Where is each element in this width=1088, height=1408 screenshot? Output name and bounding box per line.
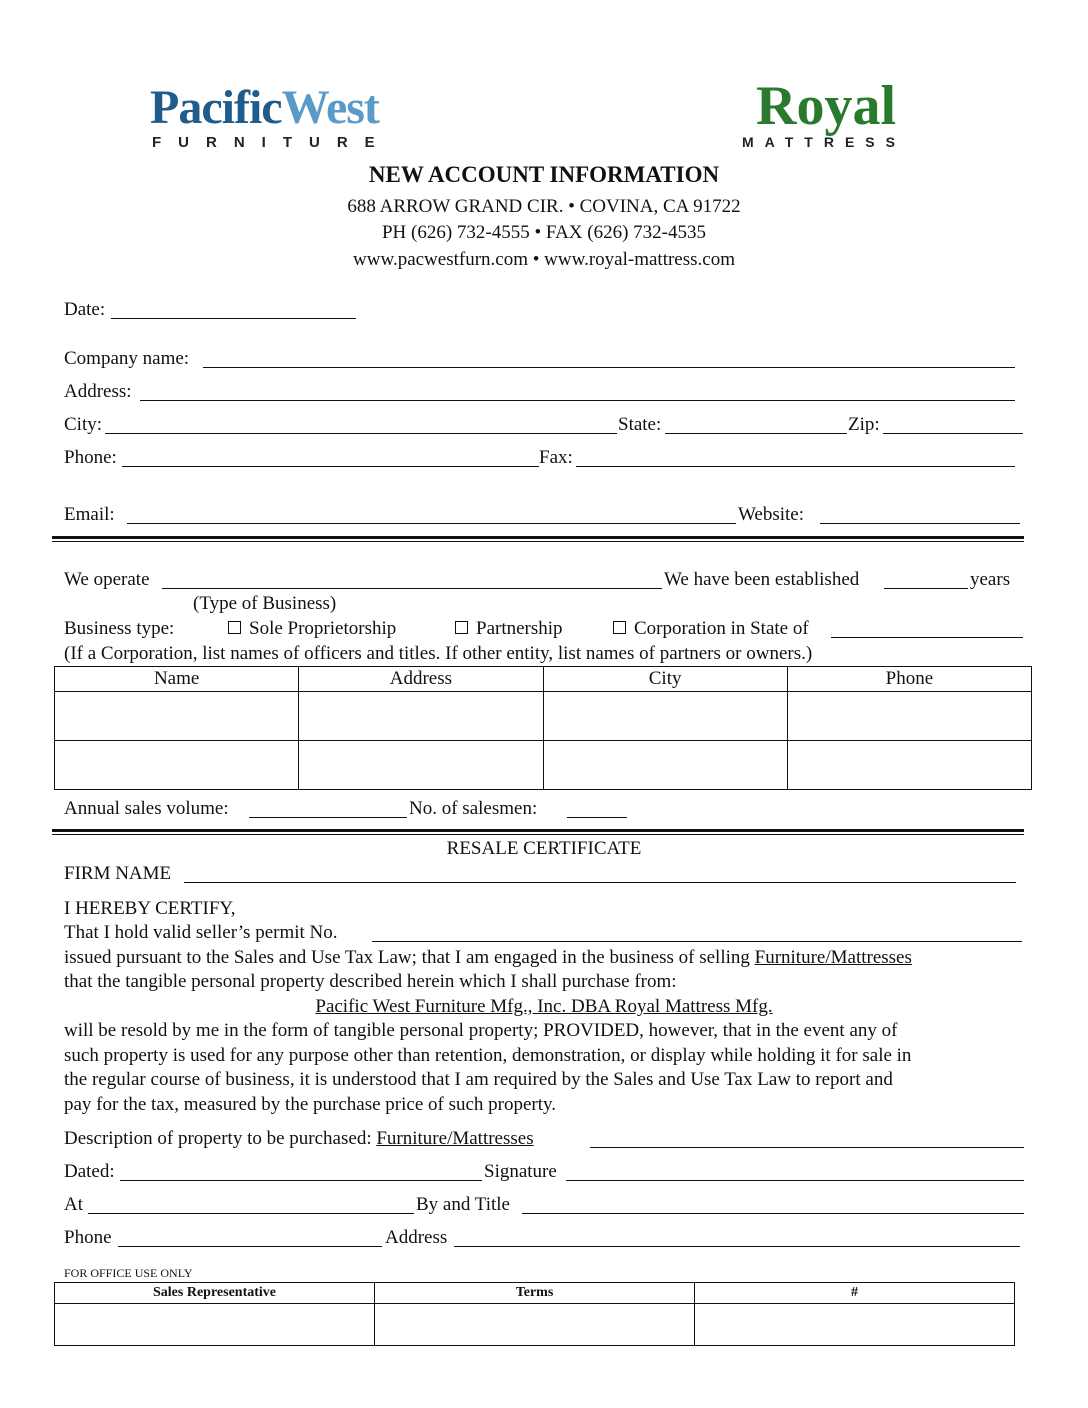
description-row: [64, 1128, 534, 1150]
logo-furniture-word: FURNITURE: [152, 134, 392, 151]
table-cell[interactable]: [55, 741, 299, 790]
officers-col-phone: Phone: [787, 667, 1031, 692]
pacific-west-logo: [150, 81, 392, 151]
officers-col-name: Name: [55, 667, 299, 692]
at-field[interactable]: [88, 1213, 414, 1214]
officers-col-city: City: [543, 667, 787, 692]
description-value: Furniture/Mattresses: [376, 1128, 534, 1149]
table-cell[interactable]: [375, 1304, 695, 1346]
resale-address-field[interactable]: [454, 1246, 1020, 1247]
permit-label: That I hold valid seller’s permit No.: [64, 922, 338, 943]
tangible-text: that the tangible personal property described herein which I shall purchase from:: [64, 971, 677, 992]
office-table-header: [55, 1283, 1015, 1304]
dated-field[interactable]: [120, 1180, 482, 1181]
years-established-field[interactable]: [884, 588, 968, 589]
vendor-name: Pacific West Furniture Mfg., Inc. DBA Royal Mattress Mfg.: [315, 996, 773, 1017]
section-divider: [52, 536, 1024, 542]
table-cell[interactable]: [55, 1304, 375, 1346]
company-phone-fax: PH (626) 732-4555 • FAX (626) 732-4535: [381, 222, 706, 243]
signature-field[interactable]: [566, 1180, 1024, 1181]
table-row: [55, 1304, 1015, 1346]
table-row: [55, 741, 1032, 790]
certify-heading: I HEREBY CERTIFY,: [64, 898, 236, 919]
company-name-field[interactable]: [203, 367, 1015, 368]
date-label: Date:: [64, 299, 106, 320]
issued-text: [64, 947, 912, 969]
fax-label: Fax:: [539, 447, 573, 468]
issued-text-main: issued pursuant to the Sales and Use Tax Law; that I am engaged in the business of selling: [64, 947, 755, 968]
dated-label: Dated:: [64, 1161, 115, 1182]
office-col-terms: Terms: [375, 1283, 695, 1304]
email-label: Email:: [64, 504, 115, 525]
company-name-label: Company name:: [64, 348, 190, 369]
officers-table: [54, 666, 1032, 790]
section-divider: [52, 829, 1024, 835]
by-title-label: By and Title: [416, 1194, 510, 1215]
table-cell[interactable]: [299, 692, 543, 741]
resale-certificate-title: RESALE CERTIFICATE: [446, 838, 642, 859]
issued-text-goods: Furniture/Mattresses: [754, 947, 912, 968]
sole-proprietorship-label: Sole Proprietorship: [249, 618, 397, 639]
table-cell[interactable]: [299, 741, 543, 790]
city-field[interactable]: [105, 433, 617, 434]
description-label: Description of property to be purchased:: [64, 1128, 377, 1149]
we-operate-label: We operate: [64, 569, 150, 590]
sole-proprietorship-option[interactable]: [228, 618, 396, 640]
permit-number-field[interactable]: [372, 941, 1022, 942]
address-field[interactable]: [140, 400, 1015, 401]
zip-field[interactable]: [883, 433, 1023, 434]
years-label: years: [970, 569, 1011, 590]
company-websites: www.pacwestfurn.com • www.royal-mattress.com: [353, 249, 735, 270]
corporation-label: Corporation in State of: [634, 618, 809, 639]
table-cell[interactable]: [55, 692, 299, 741]
certify-paragraph-line-4: pay for the tax, measured by the purchase price of such property.: [64, 1094, 557, 1115]
website-field[interactable]: [820, 523, 1020, 524]
logo-mattress-word: MATTRESS: [742, 134, 906, 150]
firm-name-field[interactable]: [184, 882, 1016, 883]
table-cell[interactable]: [695, 1304, 1015, 1346]
phone-label: Phone:: [64, 447, 117, 468]
office-use-label: FOR OFFICE USE ONLY: [64, 1266, 193, 1280]
type-of-business-hint: (Type of Business): [193, 593, 337, 614]
salesmen-label: No. of salesmen:: [409, 798, 538, 819]
phone-field[interactable]: [122, 466, 539, 467]
royal-mattress-logo: [742, 75, 906, 150]
office-col-sales-rep: Sales Representative: [55, 1283, 375, 1304]
checkbox-icon[interactable]: [228, 621, 241, 634]
address-label: Address:: [64, 381, 132, 402]
form-title: NEW ACCOUNT INFORMATION: [368, 162, 720, 187]
officers-table-header: [55, 667, 1032, 692]
certify-paragraph-line-2: such property is used for any purpose other than retention, demonstration, or display while holding it for sale in: [64, 1045, 912, 1066]
zip-label: Zip:: [848, 414, 880, 435]
officers-note: (If a Corporation, list names of officers and titles. If other entity, list names of partners or owners.): [64, 643, 813, 664]
at-label: At: [64, 1194, 83, 1215]
website-label: Website:: [738, 504, 805, 525]
salesmen-field[interactable]: [567, 817, 627, 818]
fax-field[interactable]: [576, 466, 1015, 467]
description-field[interactable]: [590, 1147, 1024, 1148]
state-label: State:: [618, 414, 662, 435]
logo-west-word: West: [281, 81, 379, 134]
resale-phone-field[interactable]: [118, 1246, 382, 1247]
checkbox-icon[interactable]: [613, 621, 626, 634]
partnership-option[interactable]: [455, 618, 563, 640]
table-cell[interactable]: [543, 692, 787, 741]
partnership-label: Partnership: [476, 618, 563, 639]
by-title-field[interactable]: [522, 1213, 1024, 1214]
corporation-state-field[interactable]: [831, 637, 1023, 638]
checkbox-icon[interactable]: [455, 621, 468, 634]
officers-col-address: Address: [299, 667, 543, 692]
business-type-label: Business type:: [64, 618, 175, 639]
state-field[interactable]: [665, 433, 847, 434]
table-cell[interactable]: [543, 741, 787, 790]
table-cell[interactable]: [787, 692, 1031, 741]
table-cell[interactable]: [787, 741, 1031, 790]
resale-address-label: Address: [385, 1227, 448, 1248]
firm-name-label: FIRM NAME: [64, 863, 172, 884]
office-col-number: #: [695, 1283, 1015, 1304]
city-label: City:: [64, 414, 103, 435]
table-row: [55, 692, 1032, 741]
signature-label: Signature: [484, 1161, 557, 1182]
annual-sales-field[interactable]: [249, 817, 407, 818]
logo-pacific-word: Pacific: [150, 81, 282, 134]
certify-paragraph-line-3: the regular course of business, it is understood that I am required by the Sales and Use Tax Law to report and: [64, 1069, 893, 1090]
annual-sales-label: Annual sales volume:: [64, 798, 229, 819]
logo-royal-word: Royal: [756, 75, 896, 137]
established-label: We have been established: [664, 569, 860, 590]
business-type-field[interactable]: [162, 588, 662, 589]
company-address: 688 ARROW GRAND CIR. • COVINA, CA 91722: [347, 196, 741, 217]
corporation-option[interactable]: [613, 618, 809, 640]
date-field[interactable]: [111, 318, 356, 319]
resale-phone-label: Phone: [64, 1227, 112, 1248]
email-field[interactable]: [127, 523, 736, 524]
office-use-table: [54, 1282, 1015, 1346]
certify-paragraph-line-1: will be resold by me in the form of tangible personal property; PROVIDED, however, that in the event any of: [64, 1020, 898, 1041]
